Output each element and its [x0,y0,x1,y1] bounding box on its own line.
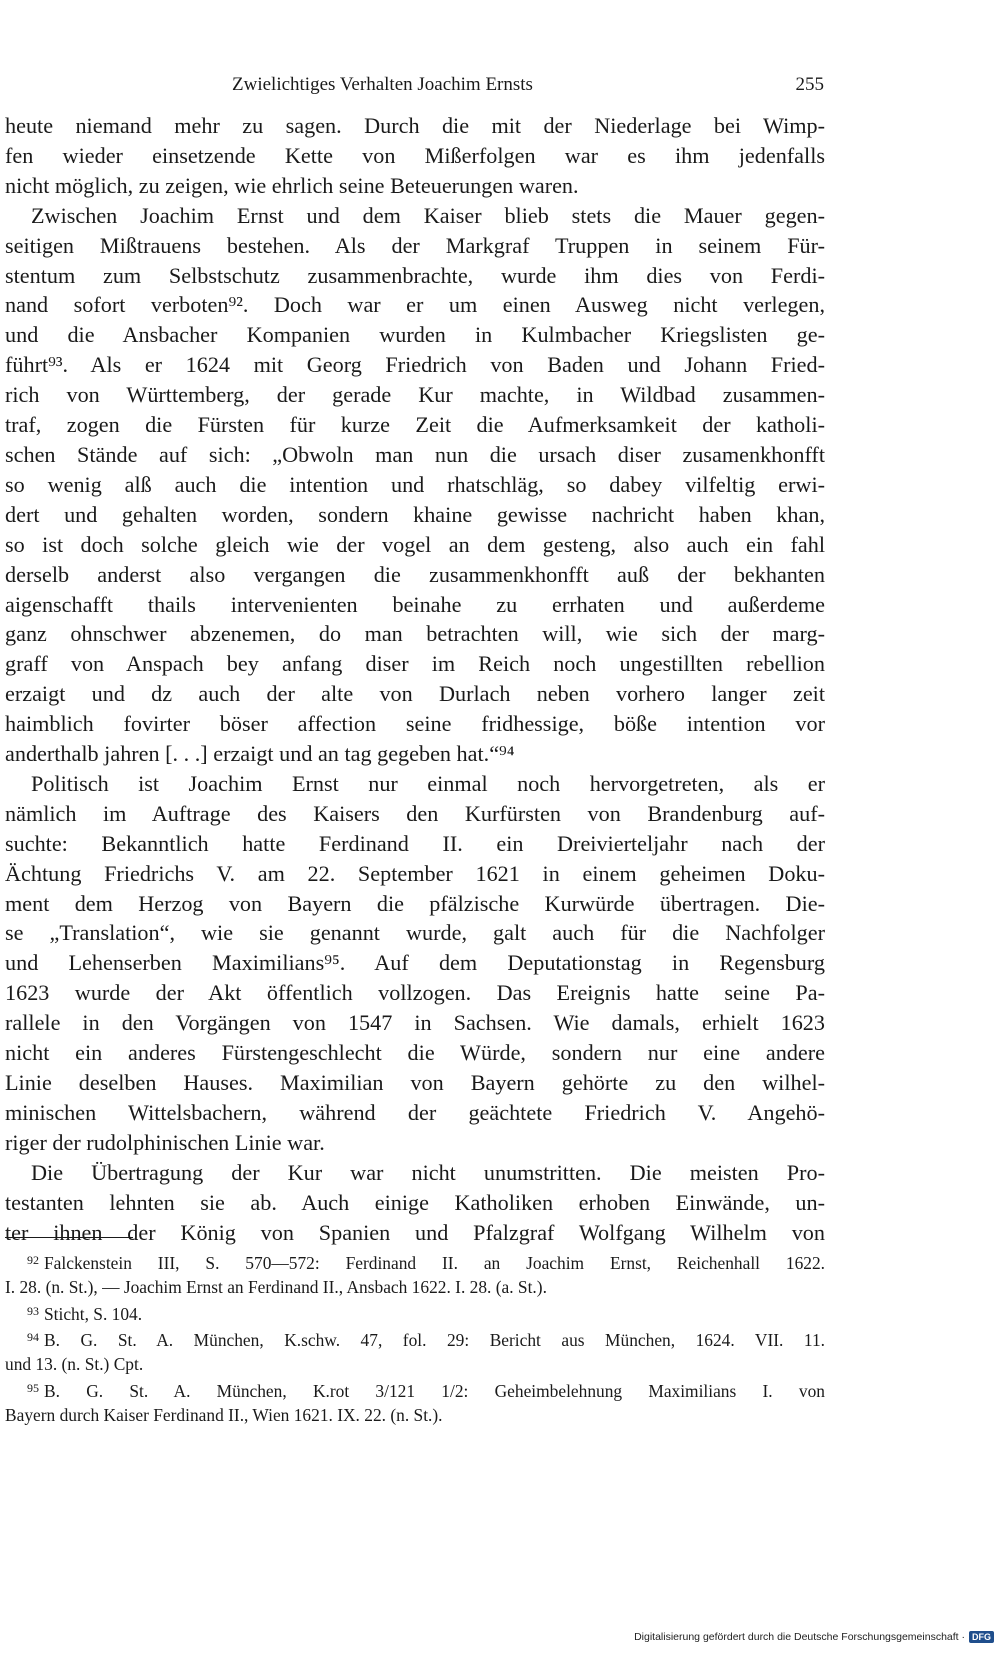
footnote-text: Bayern durch Kaiser Ferdinand II., Wien 1621. IX. 22. (n. St.). [5,1404,443,1425]
footnote-separator [5,1237,133,1238]
body-line: schen Stände auf sich: „Obwoln man nun die ursach diser zusamenkhonfft [5,441,825,467]
footnote-line [5,1249,825,1276]
footnote-line [5,1377,825,1404]
running-header [232,74,824,104]
footnote-number: 94 [27,1330,39,1345]
body-line: haimblich fovirter böser affection seine fridhessige, böße intention vor [5,711,825,737]
body-line: ganz ohnschwer abzenemen, do man betrachten will, wie sich der marg- [5,621,825,647]
body-line: se „Translation“, wie sie genannt wurde, galt auch für die Nachfolger [5,920,825,946]
body-line: heute niemand mehr zu sagen. Durch die mit der Niederlage bei Wimp- [5,113,825,138]
footnote-text: B. G. St. A. München, K.rot 3/121 1/2: Geheimbelehnung Maximilians I. von [44,1380,825,1401]
body-line: aigenschafft thails intervenienten beinahe zu errhaten und außerdeme [5,591,825,617]
body-line: seitigen Mißtrauens bestehen. Als der Markgraf Truppen in seinem Für- [5,232,825,258]
body-line: Politisch ist Joachim Ernst nur einmal noch hervorgetreten, als er [31,770,825,796]
page-number: 255 [795,74,824,95]
body-line: nicht möglich, zu zeigen, wie ehrlich seine Beteuerungen waren. [5,172,579,198]
body-line: erzaigt und dz auch der alte von Durlach neben vorhero langer zeit [5,681,825,707]
footnote-line [5,1276,825,1300]
footnote-text: und 13. (n. St.) Cpt. [5,1354,144,1375]
body-line: nand sofort verboten⁹². Doch war er um einen Ausweg nicht verlegen, [5,292,825,318]
dfg-logo-icon: DFG [969,1631,994,1643]
body-line: fen wieder einsetzende Kette von Mißerfolgen war es ihm jedenfalls [5,142,825,168]
body-line: so wenig alß auch die intention und rhatschläg, so dabey vilfeltig erwi- [5,471,825,497]
body-line: nicht ein anderes Fürstengeschlecht die Würde, sondern nur eine andere [5,1040,825,1066]
body-line: nämlich im Auftrage des Kaisers den Kurfürsten von Brandenburg auf- [5,800,825,826]
body-line: dert und gehalten worden, sondern khaine gewisse nachricht haben khan, [5,501,825,527]
body-line: stentum zum Selbstschutz zusammenbrachte, wurde ihm dies von Ferdi- [5,262,825,288]
body-line: graff von Anspach bey anfang diser im Reich noch ungestillten rebellion [5,651,825,677]
footnote-line [5,1326,825,1353]
body-line: 1623 wurde der Akt öffentlich vollzogen. Das Ereignis hatte seine Pa- [5,980,825,1006]
footnote-text: Sticht, S. 104. [44,1303,143,1324]
footnote-line [5,1300,825,1327]
footnote-number: 95 [27,1380,39,1395]
body-line: traf, zogen die Fürsten für kurze Zeit die Aufmerksamkeit der katholi- [5,412,825,438]
body-line: so ist doch solche gleich wie der vogel an dem gesteng, also auch ein fahl [5,531,825,557]
body-text [5,111,825,1247]
body-line: derselb anderst also vergangen die zusammenkhonfft auß der bekhanten [5,561,825,587]
body-line: rich von Württemberg, der gerade Kur machte, in Wildbad zusammen- [5,382,825,408]
body-line: führt⁹³. Als er 1624 mit Georg Friedrich von Baden und Johann Fried- [5,352,825,378]
digitization-credit [634,1629,994,1645]
body-line: rallele in den Vorgängen von 1547 in Sachsen. Wie damals, erhielt 1623 [5,1010,825,1036]
body-line: Linie deselben Hauses. Maximilian von Bayern gehörte zu den wilhel- [5,1070,825,1095]
body-line: Zwischen Joachim Ernst und dem Kaiser blieb stets die Mauer gegen- [31,202,825,228]
running-title: Zwielichtiges Verhalten Joachim Ernsts [232,74,533,95]
body-line: riger der rudolphinischen Linie war. [5,1129,325,1155]
footnote-line [5,1404,825,1428]
body-line: minischen Wittelsbachern, während der geächtete Friedrich V. Angehö- [5,1099,825,1125]
credit-text: Digitalisierung gefördert durch die Deutsche Forschungsgemeinschaft · [634,1631,965,1643]
body-line: ment dem Herzog von Bayern die pfälzische Kurwürde übertragen. Die- [5,890,825,916]
footnote-line [5,1353,825,1377]
footnote-number: 93 [27,1303,39,1318]
body-line: Die Übertragung der Kur war nicht unumstritten. Die meisten Pro- [31,1159,825,1185]
body-line: ter ihnen der König von Spanien und Pfalzgraf Wolfgang Wilhelm von [5,1219,825,1245]
footnote-number: 92 [27,1253,39,1267]
body-line: anderthalb jahren [. . .] erzaigt und an tag gegeben hat.“⁹⁴ [5,741,515,767]
body-line: Ächtung Friedrichs V. am 22. September 1621 in einem geheimen Doku- [5,860,825,886]
footnote-text: B. G. St. A. München, K.schw. 47, fol. 29: Bericht aus München, 1624. VII. 11. [44,1330,825,1351]
body-line: und Lehenserben Maximilians⁹⁵. Auf dem Deputationstag in Regensburg [5,950,825,976]
body-line: suchte: Bekanntlich hatte Ferdinand II. ein Dreivierteljahr nach der [5,830,825,856]
footnotes [5,1249,825,1428]
footnote-text: Falckenstein III, S. 570—572: Ferdinand II. an Joachim Ernst, Reichenhall 1622. [44,1253,825,1273]
body-line: testanten lehnten sie ab. Auch einige Katholiken erhoben Einwände, un- [5,1189,825,1215]
body-line: und die Ansbacher Kompanien wurden in Kulmbacher Kriegslisten ge- [5,322,825,348]
footnote-text: I. 28. (n. St.), — Joachim Ernst an Ferdinand II., Ansbach 1622. I. 28. (a. St.). [5,1276,547,1297]
